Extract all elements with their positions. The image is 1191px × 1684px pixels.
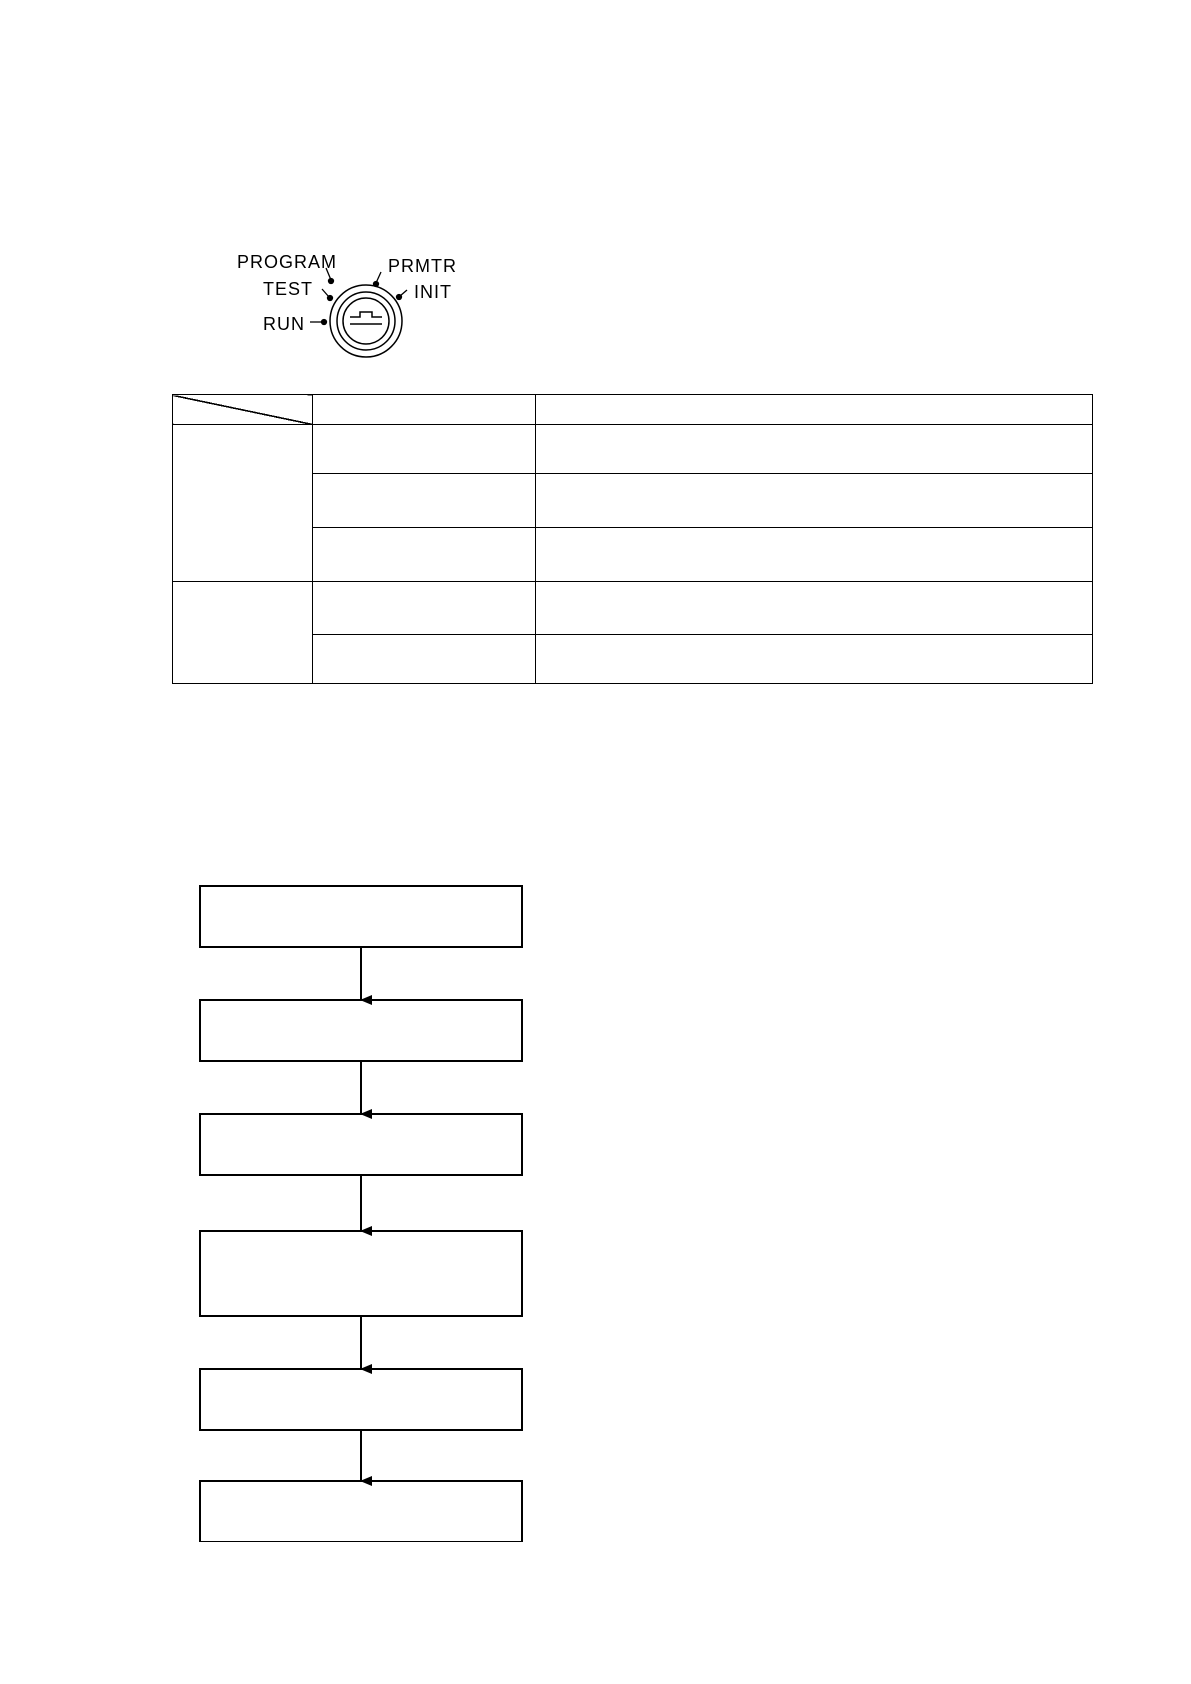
flow-step-box <box>200 1481 522 1542</box>
mode-table <box>172 394 1093 684</box>
flow-step-box <box>200 886 522 947</box>
table-group-cell <box>173 425 313 582</box>
label-run: RUN <box>263 314 305 334</box>
label-init: INIT <box>414 282 452 302</box>
table-cell <box>313 474 536 528</box>
key-switch-diagram <box>220 240 480 370</box>
table-cell <box>536 474 1093 528</box>
table-header-cell <box>313 395 536 425</box>
table-header-row <box>173 395 1093 425</box>
key-switch-graphic <box>220 240 480 370</box>
table-cell <box>536 528 1093 582</box>
table-cell <box>313 425 536 474</box>
table-corner-cell <box>173 395 313 425</box>
flow-step-box <box>200 1369 522 1430</box>
flow-step-box <box>200 1114 522 1175</box>
table-cell <box>536 582 1093 635</box>
table-cell <box>536 425 1093 474</box>
flowchart <box>196 882 526 1542</box>
table-row <box>173 582 1093 635</box>
table-cell <box>313 635 536 684</box>
dial-icon <box>330 285 402 357</box>
table-cell <box>313 582 536 635</box>
flow-step-box <box>200 1000 522 1061</box>
flow-step-box <box>200 1231 522 1316</box>
label-prmtr: PRMTR <box>388 256 457 276</box>
table-header-cell <box>536 395 1093 425</box>
table-group-cell <box>173 582 313 684</box>
table-cell <box>313 528 536 582</box>
label-test: TEST <box>263 279 314 299</box>
table-cell <box>536 635 1093 684</box>
label-program: PROGRAM <box>237 252 338 272</box>
table-row <box>173 425 1093 474</box>
